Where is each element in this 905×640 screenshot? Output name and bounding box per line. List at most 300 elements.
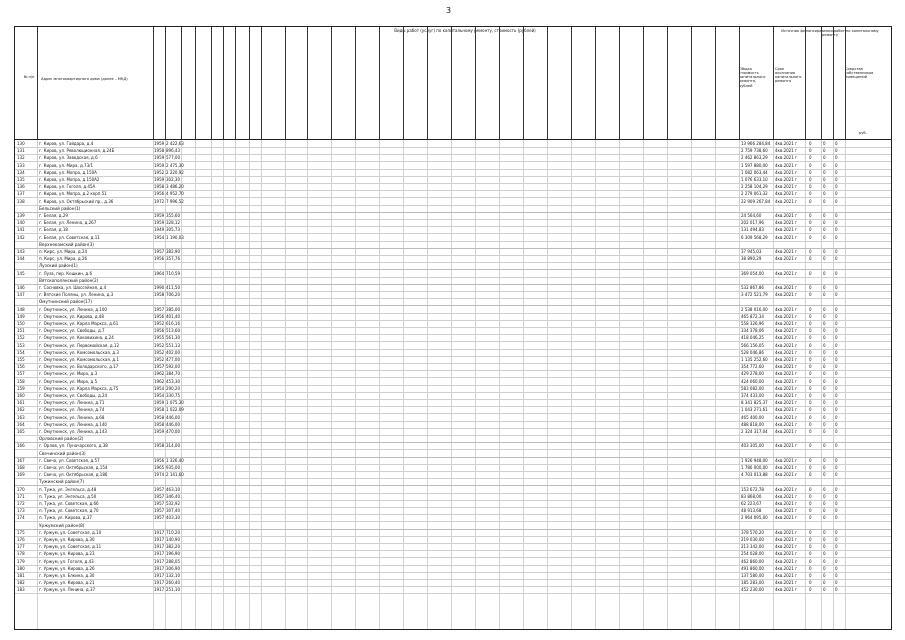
row-total-cost: 2 462 863,29 bbox=[741, 155, 768, 161]
row-funding-value: 0 bbox=[823, 177, 826, 182]
row-funding-value: 0 bbox=[835, 371, 838, 377]
row-deadline: 4кв.2021 г bbox=[775, 493, 798, 499]
row-year: 1957 bbox=[154, 501, 165, 506]
row-funding-value: 0 bbox=[823, 486, 826, 492]
row-total-cost: 38 890,29 bbox=[741, 256, 762, 262]
header-column-divider bbox=[379, 27, 380, 139]
district-name: Орловский район(2) bbox=[39, 436, 84, 442]
row-total-cost: 6 309 568,29 bbox=[741, 234, 768, 240]
row-number: 162 bbox=[17, 407, 25, 413]
row-funding-value: 0 bbox=[809, 472, 812, 478]
row-number: 139 bbox=[17, 213, 25, 218]
row-funding-value: 0 bbox=[823, 515, 826, 521]
row-deadline: 4кв.2021 г bbox=[775, 580, 798, 586]
row-funding-value: 0 bbox=[823, 249, 826, 254]
row-funding-value: 0 bbox=[823, 378, 826, 384]
row-deadline: 4кв.2021 г bbox=[775, 421, 798, 427]
row-funding-value: 0 bbox=[809, 191, 812, 197]
row-area: 592,00 bbox=[166, 364, 180, 370]
row-deadline: 4кв.2021 г bbox=[775, 328, 798, 334]
row-address: п. Тужа, ул. Советская, д.66 bbox=[39, 501, 99, 506]
row-funding-value: 0 bbox=[835, 169, 838, 175]
row-number: 149 bbox=[17, 313, 25, 319]
row-address: г. Омутнинск, ул. Комсомольская, д.1 bbox=[39, 357, 119, 362]
row-number: 177 bbox=[17, 544, 25, 550]
row-area: 561,30 bbox=[166, 335, 180, 341]
row-funding-value: 0 bbox=[835, 292, 838, 298]
row-address: г. Белая, д.18 bbox=[39, 227, 68, 233]
row-total-cost: 418 046,25 bbox=[741, 335, 764, 341]
row-total-cost: 37 945,03 bbox=[741, 249, 762, 254]
row-funding-value: 0 bbox=[809, 328, 812, 334]
row-year: 1964 bbox=[154, 270, 165, 276]
row-number: 175 bbox=[17, 529, 25, 535]
row-area: 446,00 bbox=[166, 414, 180, 420]
row-number: 144 bbox=[17, 256, 25, 262]
header-column-divider bbox=[643, 27, 644, 139]
row-funding-value: 0 bbox=[823, 544, 826, 550]
row-total-cost: 1 926 948,00 bbox=[741, 457, 768, 463]
row-total-cost: 429 278,00 bbox=[741, 371, 764, 377]
row-funding-value: 0 bbox=[809, 335, 812, 341]
row-area: 2 141,60 bbox=[166, 472, 184, 478]
row-deadline: 4кв.2021 г bbox=[775, 177, 798, 182]
row-address: г. Киров, ул. Заводская, д.6 bbox=[39, 155, 98, 161]
row-area: 710,20 bbox=[166, 529, 180, 535]
row-total-cost: 462 860,00 bbox=[741, 558, 764, 564]
row-deadline: 4кв.2021 г bbox=[775, 443, 798, 449]
row-deadline: 4кв.2021 г bbox=[775, 486, 798, 492]
row-funding-value: 0 bbox=[809, 558, 812, 564]
row-number: 131 bbox=[17, 148, 25, 154]
header-owners: Средства собственников помещений bbox=[845, 67, 874, 80]
row-deadline: 4кв.2021 г bbox=[775, 213, 798, 218]
row-area: 302,30 bbox=[166, 177, 180, 182]
row-funding-value: 0 bbox=[809, 155, 812, 161]
row-funding-value: 0 bbox=[809, 501, 812, 506]
row-funding-value: 0 bbox=[823, 364, 826, 370]
table-header bbox=[15, 27, 891, 140]
row-address: г. Уржум, ул. Ленина, д.37 bbox=[39, 587, 96, 593]
row-deadline: 4кв.2021 г bbox=[775, 349, 798, 355]
row-funding-value: 0 bbox=[835, 573, 838, 578]
row-number: 172 bbox=[17, 501, 25, 506]
row-number: 157 bbox=[17, 371, 25, 377]
row-funding-value: 0 bbox=[823, 493, 826, 499]
row-funding-value: 0 bbox=[835, 364, 838, 370]
row-funding-value: 0 bbox=[835, 414, 838, 420]
row-funding-value: 0 bbox=[809, 292, 812, 298]
row-total-cost: 465 872,34 bbox=[741, 313, 764, 319]
row-funding-value: 0 bbox=[835, 393, 838, 398]
header-column-divider bbox=[261, 27, 262, 139]
row-area: 4 952,70 bbox=[166, 191, 184, 197]
row-funding-value: 0 bbox=[835, 544, 838, 550]
row-total-cost: 213 342,00 bbox=[741, 544, 764, 550]
row-area: 290,20 bbox=[166, 385, 180, 391]
row-number: 183 bbox=[17, 587, 25, 593]
row-area: 1 075,30 bbox=[166, 400, 184, 406]
row-total-cost: 254 028,00 bbox=[741, 551, 764, 557]
row-funding-value: 0 bbox=[823, 551, 826, 557]
header-column-divider bbox=[547, 27, 548, 139]
row-area: 3 486,20 bbox=[166, 184, 184, 190]
row-funding-value: 0 bbox=[809, 270, 812, 276]
row-funding-value: 0 bbox=[823, 407, 826, 413]
row-funding-value: 0 bbox=[835, 515, 838, 521]
row-area: 328,12 bbox=[166, 220, 180, 226]
header-column-divider bbox=[773, 27, 774, 139]
row-address: п. Тужа, ул. Энгельса, д.48 bbox=[39, 486, 97, 492]
row-total-cost: 153 672,78 bbox=[741, 486, 764, 492]
row-funding-value: 0 bbox=[835, 537, 838, 542]
row-funding-value: 0 bbox=[809, 443, 812, 449]
row-funding-value: 0 bbox=[809, 537, 812, 542]
row-deadline: 4кв.2021 г bbox=[775, 378, 798, 384]
row-funding-value: 0 bbox=[809, 357, 812, 362]
row-funding-value: 0 bbox=[835, 256, 838, 262]
row-area: 403,30 bbox=[166, 515, 180, 521]
row-address: п. Кирс, ул. Мира, д.26 bbox=[39, 256, 88, 262]
row-total-cost: 354 772,60 bbox=[741, 364, 764, 370]
row-number: 153 bbox=[17, 342, 25, 348]
row-funding-value: 0 bbox=[823, 191, 826, 197]
row-address: г. Омутнинск, ул. Ленина, д.74 bbox=[39, 407, 105, 413]
row-deadline: 4кв.2021 г bbox=[775, 342, 798, 348]
row-year: 1959 bbox=[154, 220, 165, 226]
row-deadline: 4кв.2021 г bbox=[775, 357, 798, 362]
row-year: 1952 bbox=[154, 321, 165, 326]
row-funding-value: 0 bbox=[835, 400, 838, 406]
row-number: 134 bbox=[17, 169, 25, 175]
row-deadline: 4кв.2021 г bbox=[775, 270, 798, 276]
row-address: г. Вятские Поляны, ул. Ленина, д.3 bbox=[39, 292, 114, 298]
row-deadline: 4кв.2021 г bbox=[775, 501, 798, 506]
row-number: 171 bbox=[17, 493, 25, 499]
row-funding-value: 0 bbox=[809, 508, 812, 514]
row-funding-value: 0 bbox=[809, 465, 812, 470]
header-column-divider bbox=[211, 27, 212, 139]
row-number: 180 bbox=[17, 565, 25, 571]
row-total-cost: 2 258 104,29 bbox=[741, 184, 768, 190]
row-funding-value: 0 bbox=[823, 313, 826, 319]
row-funding-value: 0 bbox=[835, 558, 838, 564]
header-column-divider bbox=[451, 27, 452, 139]
row-number: 150 bbox=[17, 321, 25, 326]
row-total-cost: 48 913,68 bbox=[741, 508, 762, 514]
row-area: 2 220,92 bbox=[166, 169, 184, 175]
row-area: 513,60 bbox=[166, 328, 180, 334]
header-column-divider bbox=[195, 27, 196, 139]
header-address: Адрес многоквартирного дома (далее – МКД) bbox=[41, 77, 128, 81]
row-funding-value: 0 bbox=[809, 400, 812, 406]
row-total-cost: 334 378,06 bbox=[741, 328, 764, 334]
row-total-cost: 24 564,60 bbox=[741, 213, 762, 218]
row-funding-value: 0 bbox=[823, 270, 826, 276]
row-number: 137 bbox=[17, 191, 25, 197]
row-year: 1956 bbox=[154, 256, 165, 262]
row-area: 411,50 bbox=[166, 285, 180, 290]
row-funding-value: 0 bbox=[809, 342, 812, 348]
row-funding-value: 0 bbox=[809, 551, 812, 557]
header-column-divider bbox=[667, 27, 668, 139]
row-total-cost: 558 326,96 bbox=[741, 321, 764, 326]
row-address: г. Омутнинск, ул. Свободы, д.24 bbox=[39, 393, 108, 398]
row-funding-value: 0 bbox=[809, 580, 812, 586]
row-total-cost: 1 076 633,10 bbox=[741, 177, 768, 182]
row-funding-value: 0 bbox=[809, 385, 812, 391]
row-funding-value: 0 bbox=[809, 141, 812, 146]
district-name: Тужинский район(7) bbox=[39, 479, 85, 485]
row-year: 1917 bbox=[154, 573, 165, 578]
row-deadline: 4кв.2021 г bbox=[775, 385, 798, 391]
row-total-cost: 1 135 252,60 bbox=[741, 357, 768, 362]
row-address: г. Киров, ул. Гоголя, д.45А bbox=[39, 184, 96, 190]
row-year: 1957 bbox=[154, 493, 165, 499]
row-funding-value: 0 bbox=[835, 342, 838, 348]
row-number: 132 bbox=[17, 155, 25, 161]
row-number: 158 bbox=[17, 378, 25, 384]
header-column-divider bbox=[235, 27, 236, 139]
row-year: 1917 bbox=[154, 537, 165, 542]
row-funding-value: 0 bbox=[809, 493, 812, 499]
row-funding-value: 0 bbox=[809, 285, 812, 290]
row-total-cost: 491 860,00 bbox=[741, 565, 764, 571]
row-area: 401,40 bbox=[166, 313, 180, 319]
row-funding-value: 0 bbox=[809, 457, 812, 463]
row-number: 143 bbox=[17, 249, 25, 254]
row-number: 151 bbox=[17, 328, 25, 334]
row-funding-value: 0 bbox=[835, 220, 838, 226]
row-deadline: 4кв.2021 г bbox=[775, 529, 798, 535]
row-area: 260,40 bbox=[166, 580, 180, 586]
row-funding-value: 0 bbox=[823, 155, 826, 161]
row-deadline: 4кв.2021 г bbox=[775, 256, 798, 262]
row-total-cost: 378 570,20 bbox=[741, 529, 764, 535]
header-date: Срок окончания капитального ремонта bbox=[775, 67, 802, 84]
table-row bbox=[15, 586, 891, 594]
row-year: 1957 bbox=[154, 306, 165, 312]
row-address: г. Белая, ул. Советская, д.11 bbox=[39, 234, 100, 240]
row-funding-value: 0 bbox=[835, 321, 838, 326]
row-number: 161 bbox=[17, 400, 25, 406]
row-year: 1958 bbox=[154, 443, 165, 449]
row-address: п. Тужа, ул. Советская, д.70 bbox=[39, 508, 99, 514]
row-total-cost: 369 054,00 bbox=[741, 270, 764, 276]
row-address: г. Омутнинск, ул. Карла Маркса, д.61 bbox=[39, 321, 119, 326]
row-funding-value: 0 bbox=[809, 177, 812, 182]
row-deadline: 4кв.2021 г bbox=[775, 234, 798, 240]
row-deadline: 4кв.2021 г bbox=[775, 515, 798, 521]
district-name: Омутнинский район(17) bbox=[39, 299, 93, 305]
row-funding-value: 0 bbox=[823, 393, 826, 398]
district-name: Лузский район(1) bbox=[39, 263, 78, 269]
row-area: 357,76 bbox=[166, 256, 180, 262]
row-funding-value: 0 bbox=[835, 198, 838, 204]
row-year: 1958 bbox=[154, 292, 165, 298]
row-area: 710,59 bbox=[166, 270, 180, 276]
row-year: 1959 bbox=[154, 400, 165, 406]
row-funding-value: 0 bbox=[835, 328, 838, 334]
row-year: 1962 bbox=[154, 371, 165, 377]
row-total-cost: 83 868,00 bbox=[741, 493, 762, 499]
row-number: 155 bbox=[17, 357, 25, 362]
row-number: 135 bbox=[17, 177, 25, 182]
row-year: 1965 bbox=[154, 465, 165, 470]
row-total-cost: 2 538 016,00 bbox=[741, 306, 768, 312]
row-funding-value: 0 bbox=[823, 285, 826, 290]
row-address: г. Киров, ул. Октябрьский пр., д.36 bbox=[39, 198, 114, 204]
row-funding-value: 0 bbox=[809, 227, 812, 233]
row-total-cost: 137 580,00 bbox=[741, 573, 764, 578]
row-area: 330,75 bbox=[166, 393, 180, 398]
header-column-divider bbox=[427, 27, 428, 139]
row-funding-value: 0 bbox=[835, 501, 838, 506]
header-column-divider bbox=[355, 27, 356, 139]
row-area: 477,00 bbox=[166, 357, 180, 362]
row-total-cost: 13 966 284,84 bbox=[741, 141, 771, 146]
row-year: 1958 bbox=[154, 407, 165, 413]
row-number: 165 bbox=[17, 429, 25, 434]
row-funding-value: 0 bbox=[809, 184, 812, 190]
row-funding-value: 0 bbox=[835, 407, 838, 413]
row-area: 453,30 bbox=[166, 378, 180, 384]
row-deadline: 4кв.2021 г bbox=[775, 551, 798, 557]
row-funding-value: 0 bbox=[835, 184, 838, 190]
row-address: г. Уржум, ул. Елкина, д.30 bbox=[39, 573, 95, 578]
page-number: 3 bbox=[446, 6, 452, 15]
row-area: 551,13 bbox=[166, 342, 180, 348]
row-funding-value: 0 bbox=[823, 501, 826, 506]
district-name: Вятскополянский район(2) bbox=[39, 277, 99, 283]
row-funding-value: 0 bbox=[835, 565, 838, 571]
row-funding-value: 0 bbox=[835, 580, 838, 586]
row-total-cost: 2 759 738,60 bbox=[741, 148, 768, 154]
header-unit: руб. bbox=[859, 131, 867, 135]
row-number: 178 bbox=[17, 551, 25, 557]
row-year: 1959 bbox=[154, 213, 165, 218]
header-column-divider bbox=[821, 27, 822, 139]
row-number: 141 bbox=[17, 227, 25, 233]
row-year: 1959 bbox=[154, 155, 165, 161]
row-deadline: 4кв.2021 г bbox=[775, 148, 798, 154]
row-area: 616,16 bbox=[166, 321, 180, 326]
row-funding-value: 0 bbox=[835, 191, 838, 197]
row-deadline: 4кв.2021 г bbox=[775, 371, 798, 377]
row-funding-value: 0 bbox=[835, 227, 838, 233]
row-year: 1956 bbox=[154, 457, 165, 463]
row-year: 1959 bbox=[154, 162, 165, 168]
row-year: 1955 bbox=[154, 335, 165, 341]
row-address: г. Омутнинск, ул. Володарского, д.17 bbox=[39, 364, 119, 370]
row-area: 355,60 bbox=[166, 213, 180, 218]
row-year: 1917 bbox=[154, 558, 165, 564]
row-number: 156 bbox=[17, 364, 25, 370]
row-area: 2 422,63 bbox=[166, 141, 184, 146]
row-year: 1956 bbox=[154, 313, 165, 319]
row-funding-value: 0 bbox=[823, 342, 826, 348]
header-column-divider bbox=[805, 27, 806, 139]
row-total-cost: 1 082 063,44 bbox=[741, 169, 768, 175]
row-funding-value: 0 bbox=[809, 213, 812, 218]
row-number: 166 bbox=[17, 443, 25, 449]
row-address: г. Омутнинск, ул. Мира, д.5 bbox=[39, 378, 98, 384]
row-address: г. Омутнинск, ул. Кирова, д.48 bbox=[39, 313, 104, 319]
row-address: г. Омутнинск, ул. Мира, д.3 bbox=[39, 371, 98, 377]
row-funding-value: 0 bbox=[809, 313, 812, 319]
header-column-divider bbox=[833, 27, 834, 139]
row-funding-value: 0 bbox=[809, 429, 812, 434]
row-funding-value: 0 bbox=[835, 587, 838, 593]
row-total-cost: 131 494,83 bbox=[741, 227, 764, 233]
row-number: 130 bbox=[17, 141, 25, 146]
row-number: 147 bbox=[17, 292, 25, 298]
row-year: 1954 bbox=[154, 234, 165, 240]
row-address: г. Орлов, ул. Луначарского, д.38 bbox=[39, 443, 108, 449]
row-deadline: 4кв.2021 г bbox=[775, 429, 798, 434]
row-address: г. Уржум, ул. Кирова, д.21 bbox=[39, 580, 95, 586]
header-column-divider bbox=[181, 27, 182, 139]
row-funding-value: 0 bbox=[835, 349, 838, 355]
row-area: 307,40 bbox=[166, 508, 180, 514]
row-area: 305,73 bbox=[166, 227, 180, 233]
row-total-cost: 1 043 271,61 bbox=[741, 407, 768, 413]
row-funding-value: 0 bbox=[835, 429, 838, 434]
row-total-cost: 2 964 095,00 bbox=[741, 515, 768, 521]
row-total-cost: 374 433,00 bbox=[741, 393, 764, 398]
row-funding-value: 0 bbox=[809, 529, 812, 535]
row-funding-value: 0 bbox=[835, 313, 838, 319]
row-area: 346,40 bbox=[166, 493, 180, 499]
row-funding-value: 0 bbox=[835, 551, 838, 557]
row-address: г. Омутнинск, ул. Ленина, д.68 bbox=[39, 414, 105, 420]
row-area: 251,10 bbox=[166, 587, 180, 593]
row-number: 159 bbox=[17, 385, 25, 391]
row-deadline: 4кв.2021 г bbox=[775, 400, 798, 406]
row-number: 145 bbox=[17, 270, 25, 276]
row-funding-value: 0 bbox=[823, 371, 826, 377]
row-deadline: 4кв.2021 г bbox=[775, 162, 798, 168]
row-area: 382,20 bbox=[166, 544, 180, 550]
row-year: 1959 bbox=[154, 429, 165, 434]
row-funding-value: 0 bbox=[809, 393, 812, 398]
row-number: 133 bbox=[17, 162, 25, 168]
row-total-cost: 566 156,05 bbox=[741, 342, 764, 348]
header-column-divider bbox=[223, 27, 224, 139]
row-address: г. Луза, пер. Кошкин, д.6 bbox=[39, 270, 93, 276]
row-funding-value: 0 bbox=[835, 421, 838, 427]
row-funding-value: 0 bbox=[823, 465, 826, 470]
row-address: п. Тужа, ул. Энгельса, д.50 bbox=[39, 493, 97, 499]
header-column-divider bbox=[691, 27, 692, 139]
row-total-cost: 219 030,00 bbox=[741, 537, 764, 542]
row-address: г. Уржум, ул. Кирова, д.26 bbox=[39, 565, 95, 571]
row-number: 142 bbox=[17, 234, 25, 240]
row-funding-value: 0 bbox=[823, 141, 826, 146]
row-deadline: 4кв.2021 г bbox=[775, 313, 798, 319]
row-funding-value: 0 bbox=[835, 213, 838, 218]
row-area: 385,00 bbox=[166, 306, 180, 312]
header-column-divider bbox=[165, 27, 166, 139]
row-total-cost: 2 324 317,04 bbox=[741, 429, 768, 434]
row-funding-value: 0 bbox=[823, 472, 826, 478]
row-total-cost: 3 472 521,79 bbox=[741, 292, 768, 298]
row-deadline: 4кв.2021 г bbox=[775, 155, 798, 161]
row-year: 1959 bbox=[154, 141, 165, 146]
row-number: 170 bbox=[17, 486, 25, 492]
row-funding-value: 0 bbox=[823, 529, 826, 535]
row-deadline: 4кв.2021 г bbox=[775, 321, 798, 326]
